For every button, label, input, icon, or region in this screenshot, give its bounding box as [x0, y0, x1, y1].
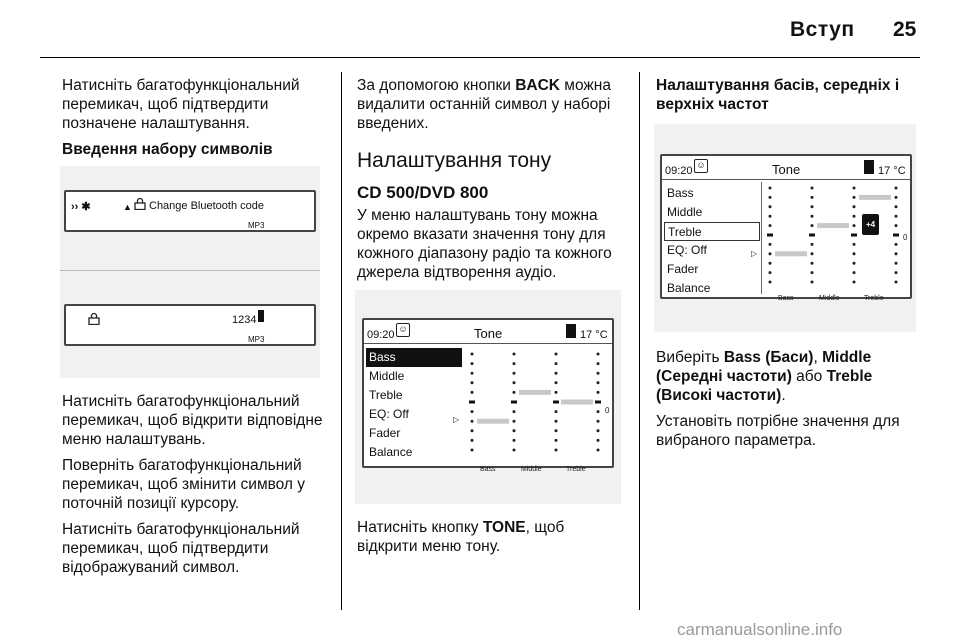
- paragraph-open-menu: Натисніть багатофункціональний перемикач, щоб відкрити відповідне меню налаштувань.: [62, 393, 323, 448]
- column-divider-2: [639, 72, 640, 610]
- paragraph-rotate: Поверніть багатофункціональний перемикач, щоб змінити символ у поточній позиції курсору.: [62, 457, 306, 512]
- scale-dot: [513, 381, 516, 384]
- scale-dot: [895, 215, 898, 218]
- tone-menu-list: [366, 348, 462, 462]
- scale-dot: [811, 262, 814, 265]
- scale-dot: [895, 224, 898, 227]
- bar-label-treble: Treble: [566, 466, 586, 473]
- scale-dot: [769, 187, 772, 190]
- tone-menu-item-bass[interactable]: Bass: [667, 186, 694, 200]
- scale-dot: [811, 187, 814, 190]
- temperature-text: 17 °C: [878, 165, 906, 177]
- tone-menu-item-treble[interactable]: Treble: [369, 388, 403, 402]
- scale-dot: [555, 372, 558, 375]
- phone-icon: [566, 324, 576, 338]
- scale-dot: [853, 224, 856, 227]
- scale-dot: [769, 271, 772, 274]
- column-3: [656, 76, 926, 457]
- tone-level-bars: [464, 348, 609, 458]
- eject-arrow-icon: ▲: [123, 202, 132, 212]
- bar-label-middle: Middle: [521, 466, 542, 473]
- scale-dot: [895, 271, 898, 274]
- scale-dot: [555, 362, 558, 365]
- scale-dot: [895, 187, 898, 190]
- zero-marker: [511, 401, 517, 404]
- scale-dot: [471, 439, 474, 442]
- zero-marker: [595, 401, 601, 404]
- scale-dot: [769, 252, 772, 255]
- scale-dot: [853, 262, 856, 265]
- tone-menu-item-fader[interactable]: Fader: [667, 262, 699, 276]
- tone-menu-item-eq[interactable]: EQ: Off: [667, 243, 707, 257]
- tone-level-bar: [561, 400, 593, 405]
- tone-topbar: [662, 156, 910, 180]
- scale-dot: [471, 429, 474, 432]
- paragraph-set-value: Установіть потрібне значення для вибраного параметра.: [656, 413, 900, 449]
- tone-lcd-2: [660, 154, 912, 302]
- tone-menu-item-treble[interactable]: Treble: [664, 222, 760, 241]
- scale-dot: [597, 362, 600, 365]
- scale-dot: [513, 362, 516, 365]
- column-divider-1: [341, 72, 342, 610]
- zero-marker: [469, 401, 475, 404]
- tone-level-bar: [519, 390, 551, 395]
- scale-dot: [811, 252, 814, 255]
- paragraph-confirm-char: Натисніть багатофункціональний перемикач, щоб підтвердити відображуваний символ.: [62, 521, 300, 576]
- tone-title: Tone: [474, 326, 503, 341]
- tone-level-bar: [817, 223, 849, 228]
- scale-dot: [597, 449, 600, 452]
- tone-menu-item-balance[interactable]: Balance: [667, 281, 711, 295]
- lcd-code-entry: [64, 304, 316, 346]
- scale-dot: [769, 224, 772, 227]
- tone-topbar: [364, 320, 612, 344]
- tone-level-bars: [762, 182, 907, 290]
- section-heading-tone: Налаштування тону: [357, 149, 552, 172]
- section-heading-bass-treble: Налаштування басів, середніх і верхніх частот: [656, 77, 900, 113]
- tone-menu-item-balance[interactable]: Balance: [369, 445, 413, 459]
- scale-dot: [471, 362, 474, 365]
- scale-dot: [895, 281, 898, 284]
- scale-dot: [895, 243, 898, 246]
- scale-dot: [853, 215, 856, 218]
- scale-dot: [471, 353, 474, 356]
- scale-dot: [555, 391, 558, 394]
- scale-dot: [769, 205, 772, 208]
- tone-menu-list: [664, 184, 760, 298]
- scale-dot: [769, 243, 772, 246]
- tone-level-bar: [859, 195, 891, 200]
- scale-dot: [513, 429, 516, 432]
- scale-dot: [597, 410, 600, 413]
- scale-dot: [555, 381, 558, 384]
- scale-dot: [769, 196, 772, 199]
- scale-dot: [895, 196, 898, 199]
- scale-dot: [555, 353, 558, 356]
- tone-level-bar: [477, 419, 509, 424]
- scale-dot: [811, 243, 814, 246]
- tone-menu-item-fader[interactable]: Fader: [369, 426, 401, 440]
- scale-dot: [853, 205, 856, 208]
- scale-dot: [597, 429, 600, 432]
- submenu-arrow-icon: ▷: [751, 249, 758, 258]
- zero-marker: [851, 234, 857, 237]
- tone-menu-item-middle[interactable]: Middle: [369, 369, 405, 383]
- scale-dot: [853, 252, 856, 255]
- paragraph-back: За допомогою кнопки BACK можна видалити останній символ у наборі введених.: [357, 77, 611, 132]
- tone-screen-image-2: [654, 124, 916, 332]
- phone-icon: [864, 160, 874, 174]
- scale-dot: [513, 410, 516, 413]
- scale-dot: [471, 449, 474, 452]
- bar-label-treble: Treble: [864, 295, 884, 302]
- bar-label-bass: Bass: [480, 466, 496, 473]
- scale-dot: [853, 271, 856, 274]
- section-heading-char-input: Введення набору символів: [62, 141, 273, 158]
- tone-menu-item-middle[interactable]: Middle: [667, 205, 703, 219]
- scale-dot: [853, 196, 856, 199]
- watermark-text: carmanualsonline.info: [677, 620, 843, 639]
- lock-icon: [134, 197, 146, 210]
- scale-dot: [471, 420, 474, 423]
- lcd-code-source: MP3: [248, 335, 265, 344]
- bt-code-screen-image: [60, 166, 320, 378]
- scale-dot: [471, 391, 474, 394]
- scale-dot: [471, 410, 474, 413]
- scale-dot: [555, 410, 558, 413]
- screen-separator: [60, 270, 320, 271]
- scale-dot: [853, 187, 856, 190]
- tone-title: Tone: [772, 162, 801, 177]
- scale-dot: [895, 252, 898, 255]
- tone-menu-item-bass[interactable]: Bass: [366, 348, 462, 367]
- scale-dot: [895, 262, 898, 265]
- header-rule: [40, 57, 920, 58]
- column-1: [62, 76, 332, 584]
- scale-dot: [513, 353, 516, 356]
- scale-dot: [769, 262, 772, 265]
- scale-dot: [597, 372, 600, 375]
- scale-dot: [555, 420, 558, 423]
- scale-dot: [597, 391, 600, 394]
- lcd-bt-code: [64, 190, 316, 232]
- bar-label-middle: Middle: [819, 295, 840, 302]
- scale-dot: [555, 449, 558, 452]
- smiley-icon: ☺: [694, 159, 708, 173]
- tone-menu-item-eq[interactable]: EQ: Off: [369, 407, 409, 421]
- clock-text: 09:20: [367, 329, 395, 341]
- zero-marker: [893, 234, 899, 237]
- scale-dot: [513, 372, 516, 375]
- subheading-model: CD 500/DVD 800: [357, 183, 489, 202]
- page-number: 25: [893, 18, 917, 41]
- scale-dot: [471, 372, 474, 375]
- scale-dot: [811, 271, 814, 274]
- lock-icon: [88, 312, 100, 325]
- value-badge: +4: [862, 214, 879, 235]
- lcd-code-value: 1234: [232, 314, 257, 326]
- zero-marker: [553, 401, 559, 404]
- scale-dot: [555, 439, 558, 442]
- page-section-title: Вступ: [790, 18, 855, 41]
- clock-text: 09:20: [665, 165, 693, 177]
- lcd-bt-code-label: Change Bluetooth code: [149, 200, 264, 212]
- scale-dot: [597, 381, 600, 384]
- scale-dot: [513, 420, 516, 423]
- submenu-arrow-icon: ▷: [453, 415, 460, 424]
- column-2: [357, 76, 629, 563]
- tone-lcd-1: [362, 318, 614, 473]
- scale-dot: [811, 205, 814, 208]
- scale-dot: [769, 215, 772, 218]
- scale-dot: [471, 381, 474, 384]
- tone-screen-image-1: [355, 290, 621, 504]
- paragraph-tone-button: Натисніть кнопку TONE, щоб відкрити меню тону.: [357, 519, 565, 555]
- scale-dot: [811, 215, 814, 218]
- bar-zero-label: 0: [903, 233, 908, 242]
- paragraph-confirm: Натисніть багатофункціональний перемикач, щоб підтвердити позначене налаштування.: [62, 77, 300, 132]
- smiley-icon: ☺: [396, 323, 410, 337]
- scale-dot: [597, 353, 600, 356]
- skip-bluetooth-icon: ›› ✱: [71, 201, 91, 213]
- scale-dot: [811, 224, 814, 227]
- scale-dot: [769, 281, 772, 284]
- scale-dot: [895, 205, 898, 208]
- scale-dot: [853, 281, 856, 284]
- bar-label-bass: Bass: [778, 295, 794, 302]
- scale-dot: [513, 449, 516, 452]
- scale-dot: [513, 439, 516, 442]
- scale-dot: [597, 420, 600, 423]
- scale-dot: [597, 439, 600, 442]
- scale-dot: [513, 391, 516, 394]
- paragraph-tone-desc: У меню налаштувань тону можна окремо вказати значення тону для кожного діапазону радіо та кожного джерела відтворення аудіо.: [357, 207, 612, 281]
- scale-dot: [811, 281, 814, 284]
- zero-marker: [767, 234, 773, 237]
- text-cursor-block: [258, 310, 264, 322]
- paragraph-select-param: Виберіть Bass (Баси), Middle (Середні частоти) або Treble (Високі частоти).: [656, 349, 873, 404]
- tone-level-bar: [775, 251, 807, 256]
- scale-dot: [811, 196, 814, 199]
- lcd-bt-source: MP3: [248, 221, 265, 230]
- bar-zero-label: 0: [605, 406, 610, 415]
- zero-marker: [809, 234, 815, 237]
- scale-dot: [853, 243, 856, 246]
- temperature-text: 17 °C: [580, 329, 608, 341]
- scale-dot: [555, 429, 558, 432]
